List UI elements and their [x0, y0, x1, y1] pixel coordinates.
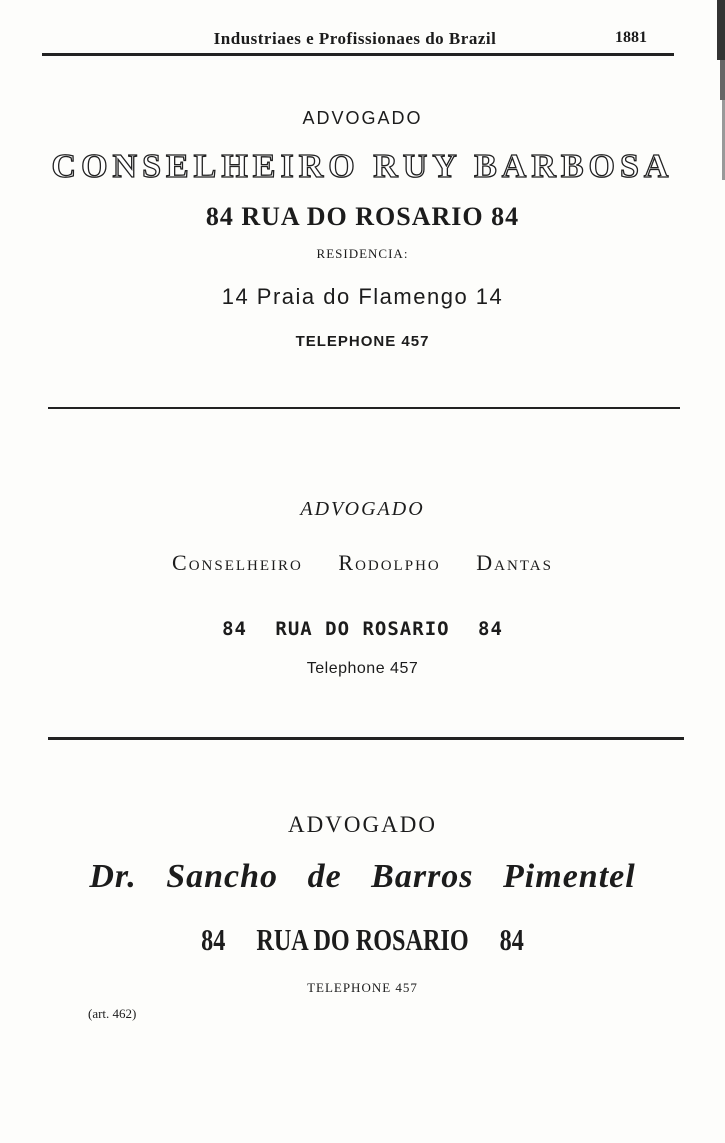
section-divider-2: [48, 737, 684, 740]
ad-3-name-part: Sancho: [166, 858, 279, 895]
running-header-title: Industriaes e Profissionaes do Brazil: [213, 29, 497, 48]
ad-1-name: CONSELHEIRO RUY BARBOSA: [51, 148, 674, 185]
page-edge-shadow: [700, 0, 725, 1143]
section-divider-1: [48, 407, 680, 409]
ad-3-address: [80, 922, 646, 958]
ad-1-residence-label: RESIDENCIA:: [316, 246, 409, 261]
ad-3-label: ADVOGADO: [288, 812, 437, 837]
ad-2-name-part: Conselheiro: [172, 550, 303, 575]
ad-2-address-part: 84: [222, 618, 247, 640]
ad-3-address-part: 84: [499, 922, 524, 957]
ad-2-label: ADVOGADO: [300, 498, 425, 520]
ad-1-address: 84 RUA DO ROSARIO 84: [205, 202, 520, 231]
ad-2-name-part: Rodolpho: [338, 550, 441, 575]
ad-2-address-part: 84: [478, 618, 503, 640]
ad-3-name: [0, 858, 725, 896]
ad-3-address-part: 84: [201, 922, 226, 957]
ad-3-name-part: Pimentel: [503, 858, 636, 895]
article-reference: (art. 462): [88, 1006, 137, 1021]
ad-3-name-part: Dr.: [89, 858, 137, 895]
ad-2-address: [0, 618, 725, 640]
ad-1-label: ADVOGADO: [302, 108, 423, 128]
ad-2-name: [0, 550, 725, 576]
ad-2-name-part: Dantas: [476, 550, 553, 575]
header-rule: [42, 53, 674, 56]
ad-1-telephone: TELEPHONE 457: [295, 333, 430, 350]
ad-3-address-part: RUA DO ROSARIO: [256, 922, 469, 957]
ad-2-address-part: RUA DO ROSARIO: [275, 618, 450, 640]
ad-3-name-part: Barros: [371, 858, 474, 895]
ad-2-telephone: Telephone 457: [306, 660, 419, 677]
ad-3-telephone: TELEPHONE 457: [307, 980, 418, 995]
page-year: 1881: [615, 29, 647, 46]
ad-1-residence-address: 14 Praia do Flamengo 14: [221, 284, 504, 309]
ad-3-name-part: de: [307, 858, 342, 895]
